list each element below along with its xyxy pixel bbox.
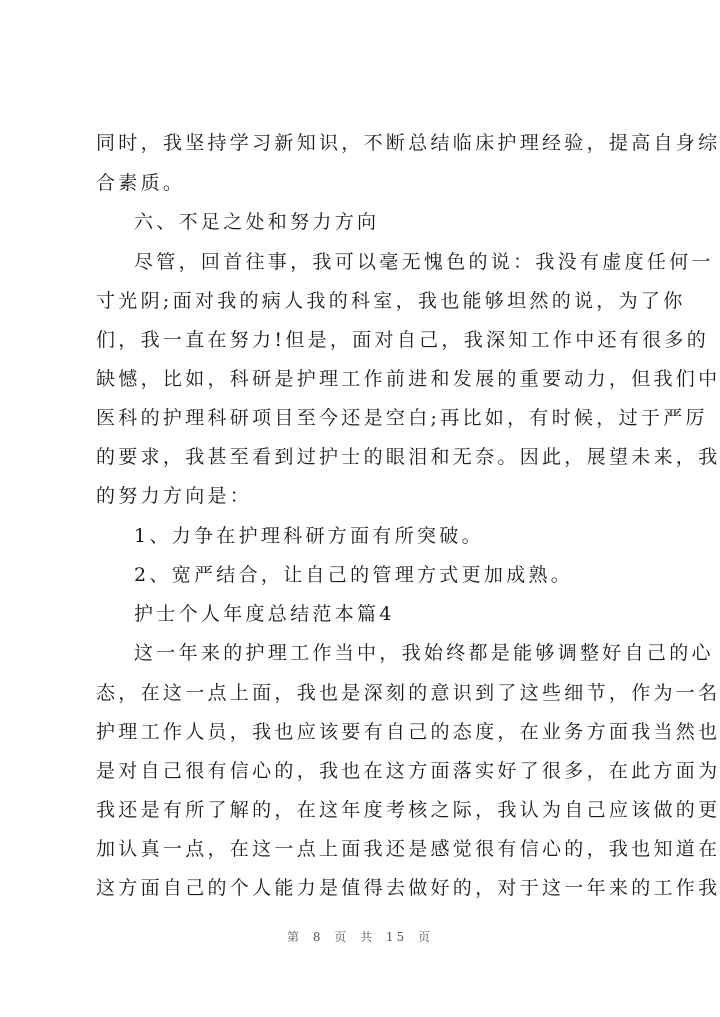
text-line: 医科的护理科研项目至今还是空白;再比如，有时候，过于严厉 [96, 407, 708, 429]
text-line: 这方面自己的个人能力是值得去做好的，对于这一年来的工作我 [96, 877, 720, 899]
text-line: 合素质。 [96, 172, 186, 194]
text-line: 缺憾，比如，科研是护理工作前进和发展的重要动力，但我们中 [96, 368, 720, 390]
list-item: 2、宽严结合，让自己的管理方式更加成熟。 [134, 564, 574, 586]
text-line: 的要求，我甚至看到过护士的眼泪和无奈。因此，展望未来，我 [96, 446, 720, 468]
page-number-footer: 第 8 页 共 15 页 [287, 930, 433, 944]
text-line: 同时，我坚持学习新知识，不断总结临床护理经验，提高自身综 [96, 132, 720, 154]
text-line: 这一年来的护理工作当中，我始终都是能够调整好自己的心 [134, 642, 714, 664]
text-line: 态，在这一点上面，我也是深刻的意识到了这些细节，作为一名 [96, 682, 720, 704]
text-line: 加认真一点，在这一点上面我还是感觉很有信心的，我也知道在 [96, 838, 720, 860]
text-line: 尽管，回首往事，我可以毫无愧色的说：我没有虚度任何一 [134, 251, 714, 273]
text-line: 寸光阴;面对我的病人我的科室，我也能够坦然的说，为了你 [96, 290, 686, 312]
text-line: 是对自己很有信心的，我也在这方面落实好了很多，在此方面为 [96, 760, 720, 782]
text-line: 们，我一直在努力!但是，面对自己，我深知工作中还有很多的 [96, 329, 710, 351]
list-item: 1、力争在护理科研方面有所突破。 [134, 525, 484, 547]
text-line: 我还是有所了解的，在这年度考核之际，我认为自己应该做的更 [96, 799, 720, 821]
section-heading: 六、不足之处和努力方向 [134, 211, 380, 233]
text-line: 护理工作人员，我也应该要有自己的态度，在业务方面我当然也 [96, 721, 720, 743]
section-heading: 护士个人年度总结范本篇4 [134, 603, 395, 625]
text-line: 的努力方向是： [96, 485, 253, 507]
